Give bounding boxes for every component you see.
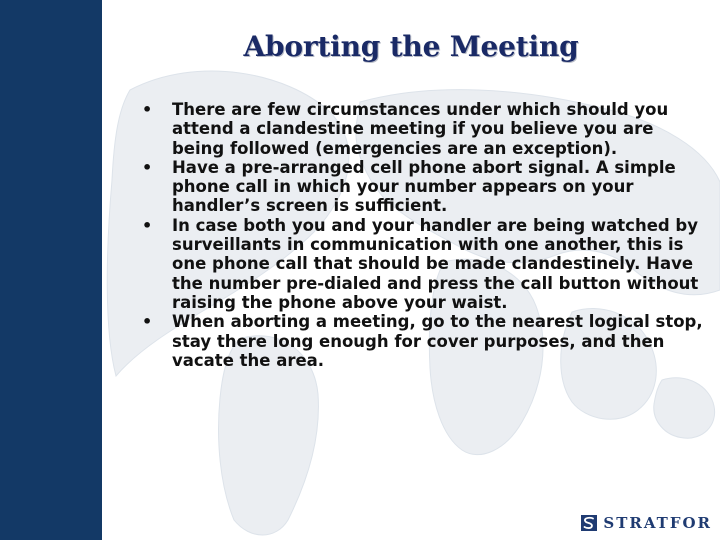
bullet-text: In case both you and your handler are being watched by surveillants in communication with one another, this is one phone call that should be made clandestinely. Have the number pre-dialed and press the call button without raising the phone above your waist. (172, 215, 699, 312)
bullet-marker: • (142, 215, 153, 235)
bullet-text: Have a pre-arranged cell phone abort signal. A simple phone call in which your number appears on your handler’s screen is sufficient. (172, 157, 676, 216)
bullet-marker: • (142, 157, 153, 177)
bullet-item (140, 216, 710, 312)
stratfor-logo-text: STRATFOR (603, 514, 712, 532)
bullet-list (140, 100, 710, 370)
bullet-item (140, 312, 710, 370)
slide-title: Aborting the Meeting (243, 30, 579, 63)
bullet-item (140, 158, 710, 216)
bullet-text: When aborting a meeting, go to the nearest logical stop, stay there long enough for cover purposes, and then vacate the area. (172, 312, 703, 370)
bullet-marker: • (142, 100, 153, 119)
bullet-item (140, 100, 710, 158)
bullet-marker: • (142, 312, 153, 332)
bullet-text: There are few circumstances under which should you attend a clandestine meeting if you believe you are being followed (emergencies are an exception). (172, 100, 669, 158)
left-sidebar-bar (0, 0, 102, 540)
slide-content (102, 0, 720, 540)
stratfor-logo-icon (581, 515, 597, 531)
stratfor-logo (581, 514, 712, 532)
